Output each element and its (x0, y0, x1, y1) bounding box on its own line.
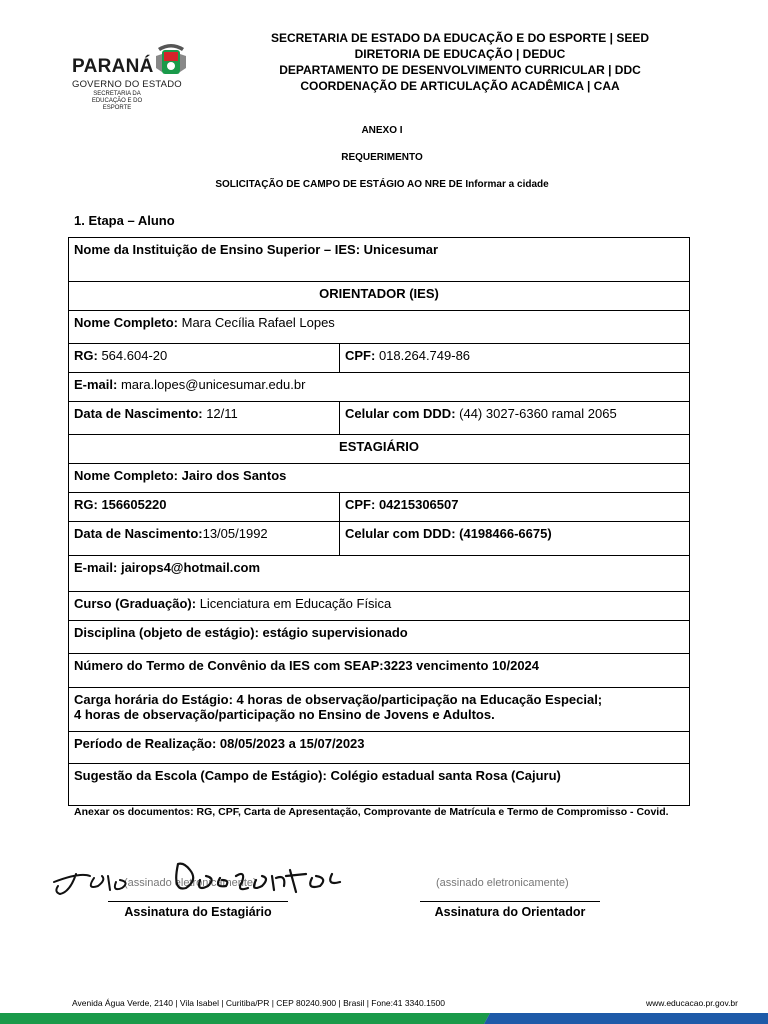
estagiario-rg-cell: RG: 156605220 (69, 493, 340, 522)
coat-of-arms-icon (150, 38, 192, 80)
label: RG: (74, 348, 98, 363)
header-line-ddc: DEPARTAMENTO DE DESENVOLVIMENTO CURRICULAR | DDC (279, 63, 641, 77)
header (232, 30, 688, 94)
value: 018.264.749-86 (375, 348, 471, 363)
estagiario-cpf-cell: CPF: 04215306507 (340, 493, 690, 522)
signature-line (108, 901, 288, 902)
advisor-signed-note: (assinado eletronicamente) (436, 877, 569, 889)
parana-logo (70, 38, 200, 110)
annex-documents-note: Anexar os documentos: RG, CPF, Carta de Apresentação, Comprovante de Matrícula e Termo de Compromisso - Covid. (74, 806, 669, 818)
footer-website: www.educacao.pr.gov.br (646, 998, 738, 1008)
student-signature-block (108, 901, 288, 919)
estagiario-cel-cell: Celular com DDD: (4198466-6675) (340, 522, 690, 556)
carga-line-2: 4 horas de observação/participação no Ensino de Jovens e Adultos. (74, 707, 495, 722)
etapa-heading: 1. Etapa – Aluno (74, 213, 175, 228)
label: Celular com DDD: (345, 406, 456, 421)
escola-row: Sugestão da Escola (Campo de Estágio): Colégio estadual santa Rosa (Cajuru) (69, 764, 690, 806)
estagiario-header: ESTAGIÁRIO (69, 435, 690, 464)
orientador-rg-cell (69, 344, 340, 373)
signature-line (420, 901, 600, 902)
value: 12/11 (202, 406, 238, 421)
annex-title: ANEXO I (361, 125, 403, 136)
value: 13/05/1992 (202, 526, 268, 541)
disciplina-row: Disciplina (objeto de estágio): estágio supervisionado (69, 621, 690, 654)
estagiario-name-row: Nome Completo: Jairo dos Santos (69, 464, 690, 493)
convenio-row: Número do Termo de Convênio da IES com SEAP:3223 vencimento 10/2024 (69, 654, 690, 688)
student-signature-label: Assinatura do Estagiário (124, 905, 272, 919)
orientador-cpf-cell (340, 344, 690, 373)
label: Data de Nascimento: (74, 526, 203, 541)
estagiario-email-row: E-mail: jairops4@hotmail.com (69, 556, 690, 592)
header-line-deduc: DIRETORIA DE EDUCAÇÃO | DEDUC (354, 47, 566, 61)
orientador-cel-cell (340, 402, 690, 435)
footer-color-bar (0, 1013, 768, 1024)
label: Nome Completo: (74, 315, 178, 330)
estagiario-nasc-cell (69, 522, 340, 556)
label: Curso (Graduação): (74, 596, 197, 611)
periodo-row: Período de Realização: 08/05/2023 a 15/07/2023 (69, 732, 690, 764)
label: Data de Nascimento: (74, 406, 203, 421)
logo-word: PARANÁ (72, 56, 154, 77)
handwritten-signature (50, 852, 350, 904)
carga-horaria-row (69, 688, 690, 732)
footer-address: Avenida Água Verde, 2140 | Vila Isabel | Curitiba/PR | CEP 80240.900 | Brasil | Fone:41 3340.1500 (72, 998, 446, 1008)
orientador-email-row (69, 373, 690, 402)
curso-row (69, 592, 690, 621)
ies-row: Nome da Instituição de Ensino Superior – IES: Unicesumar (69, 238, 690, 282)
value: Mara Cecília Rafael Lopes (178, 315, 335, 330)
document-type: REQUERIMENTO (341, 152, 423, 163)
orientador-header: ORIENTADOR (IES) (69, 282, 690, 311)
label: E-mail: (74, 377, 118, 392)
carga-line-1: Carga horária do Estágio: 4 horas de observação/participação na Educação Especial; (74, 692, 603, 707)
label: CPF: (345, 348, 376, 363)
header-line-seed: SECRETARIA DE ESTADO DA EDUCAÇÃO E DO ESPORTE | SEED (270, 31, 650, 45)
value: Licenciatura em Educação Física (196, 596, 392, 611)
logo-secretaria: SECRETARIA DA EDUCAÇÃO E DO ESPORTE (91, 91, 143, 111)
orientador-nasc-cell (69, 402, 340, 435)
value: 564.604-20 (97, 348, 168, 363)
logo-subtitle: GOVERNO DO ESTADO (72, 79, 182, 90)
value: (44) 3027-6360 ramal 2065 (455, 406, 617, 421)
document-subject: SOLICITAÇÃO DE CAMPO DE ESTÁGIO AO NRE DE Informar a cidade (215, 179, 549, 190)
value: mara.lopes@unicesumar.edu.br (117, 377, 306, 392)
student-signed-note: (assinado eletronicamente) (124, 877, 257, 889)
orientador-name-row (69, 311, 690, 344)
advisor-signature-label: Assinatura do Orientador (434, 905, 586, 919)
advisor-signature-block (420, 901, 600, 919)
header-line-caa: COORDENAÇÃO DE ARTICULAÇÃO ACADÊMICA | CAA (300, 79, 620, 93)
request-form-table (68, 237, 690, 806)
